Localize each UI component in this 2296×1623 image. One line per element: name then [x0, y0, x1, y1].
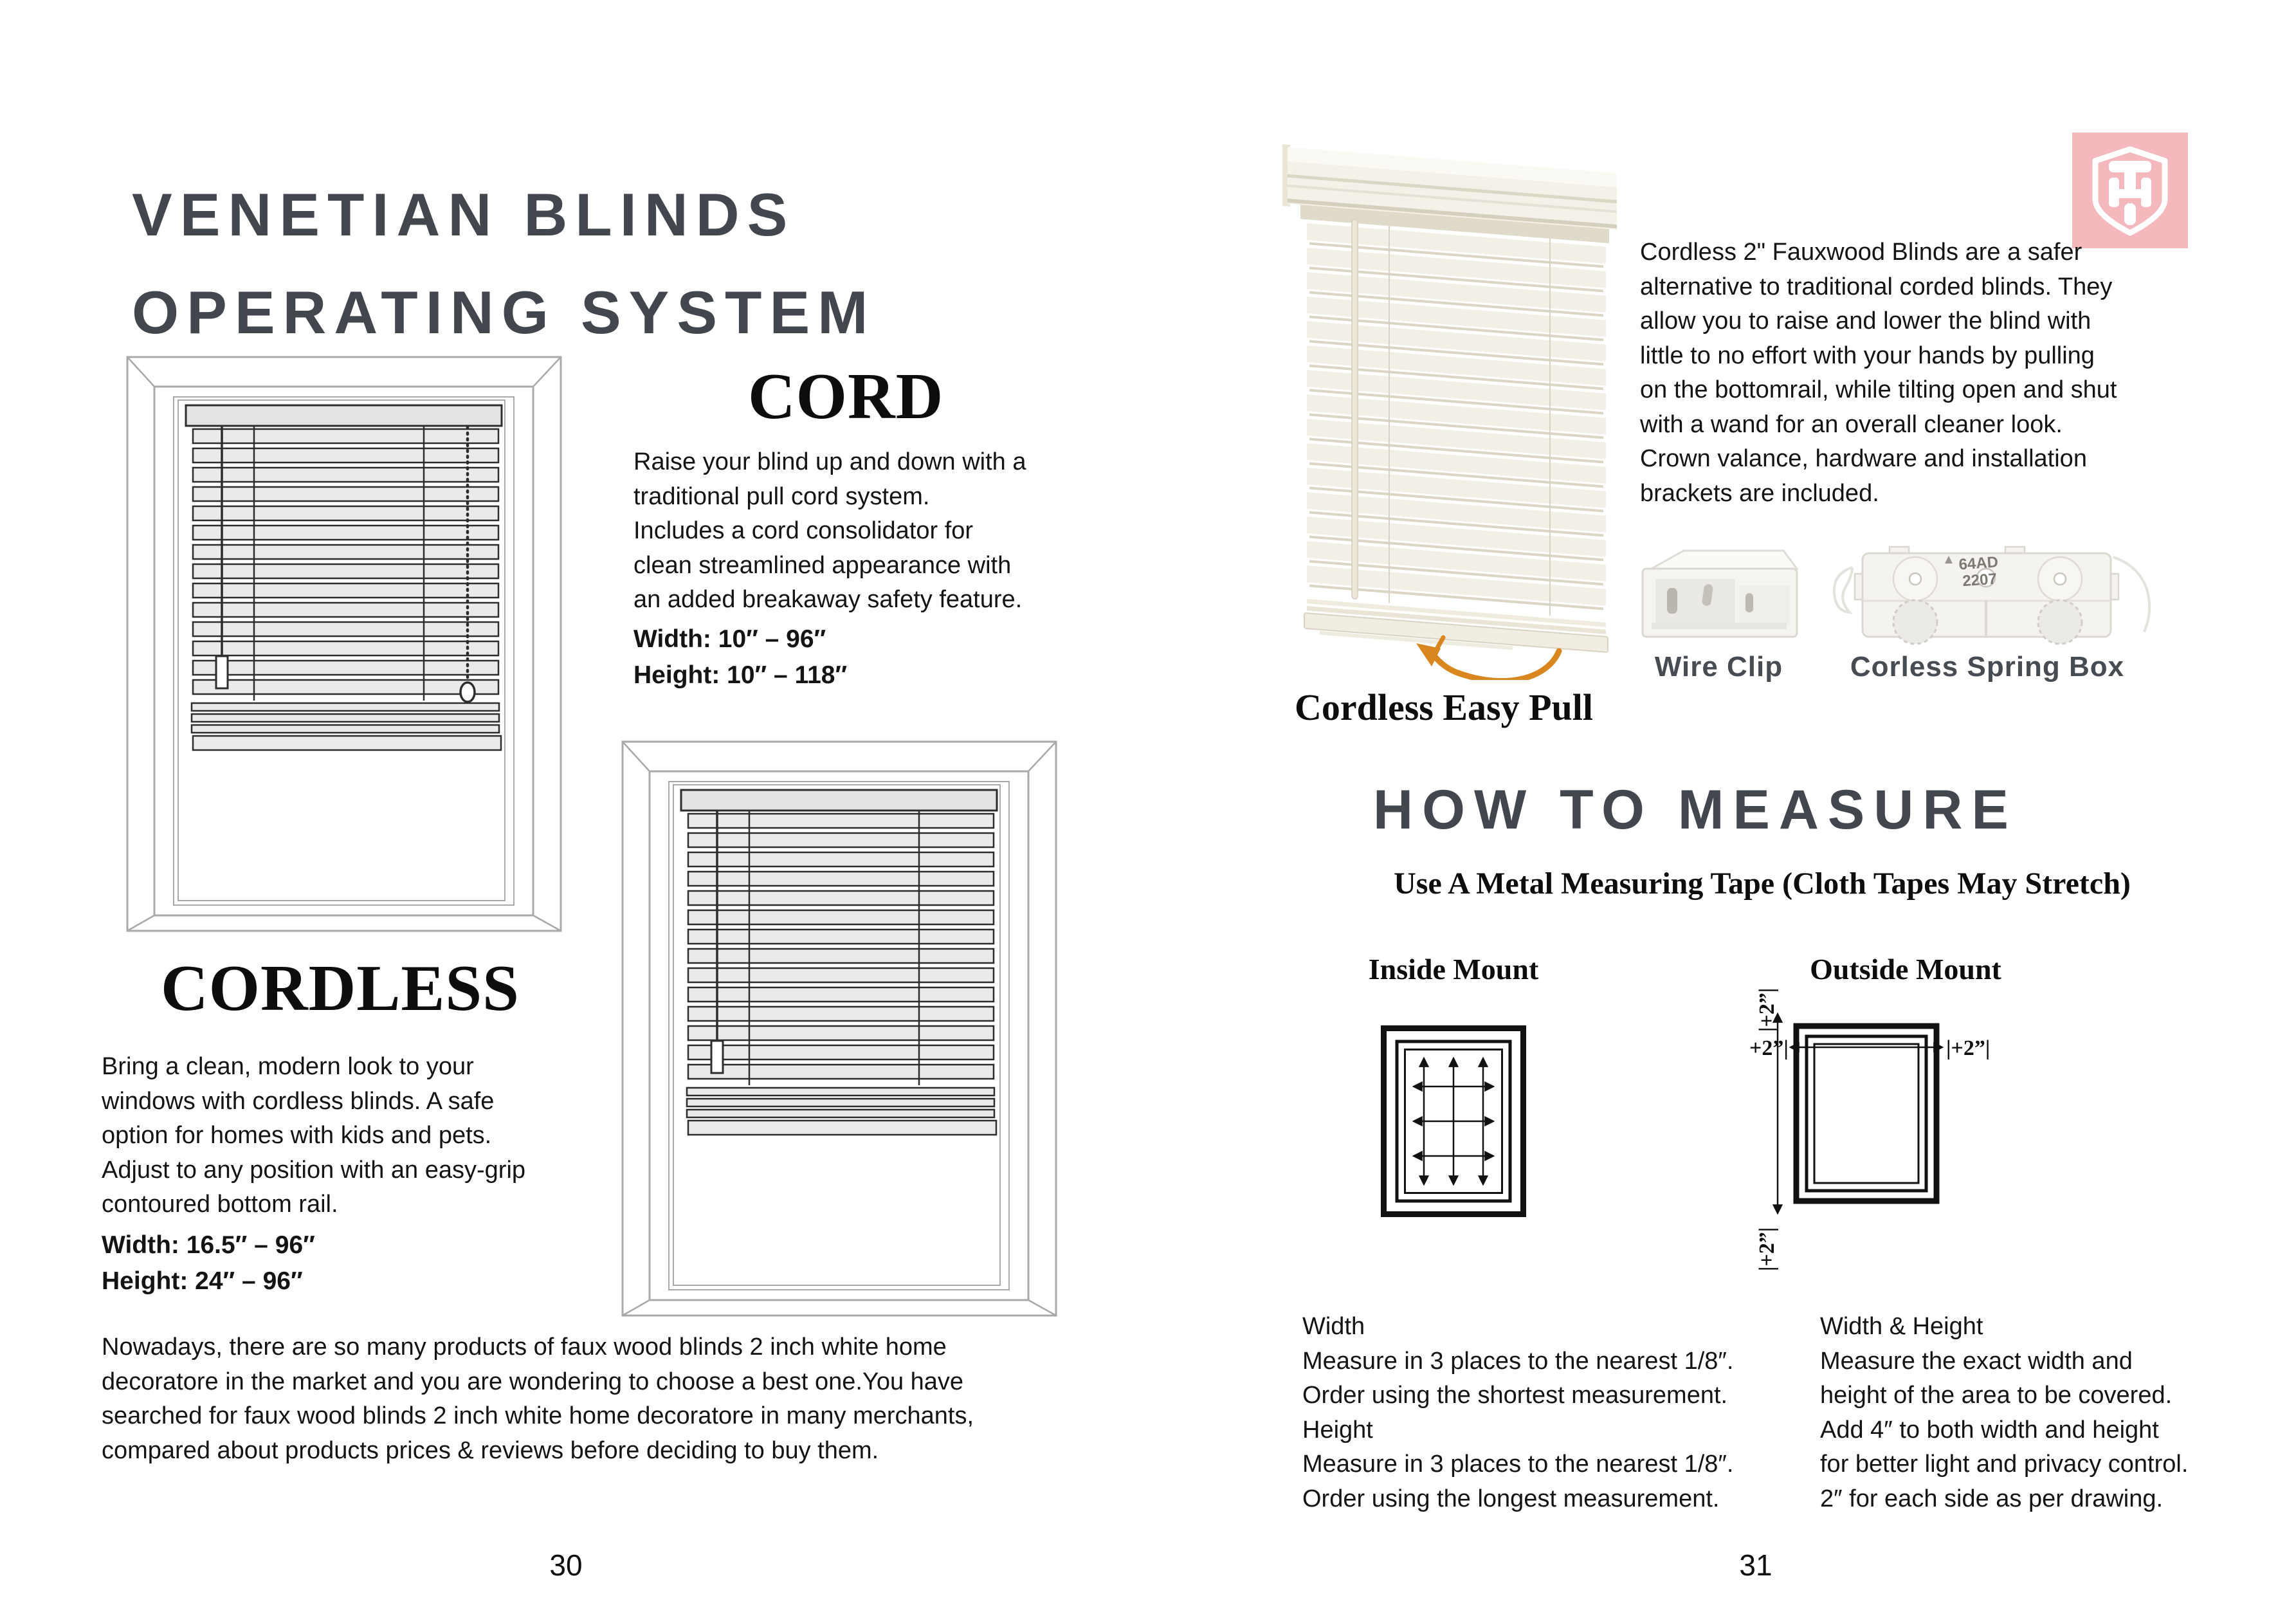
- text-line: Order using the longest measurement.: [1302, 1485, 1720, 1512]
- window-frame: [1796, 1026, 1936, 1201]
- outside-mount-instructions: [1820, 1310, 2188, 1516]
- bottom-stack: [687, 1088, 996, 1135]
- cord-heading: CORD: [748, 360, 944, 433]
- footer-paragraph: [102, 1330, 974, 1468]
- cord-description: [633, 445, 1026, 618]
- inside-mount-diagram: [1381, 1025, 1526, 1217]
- text-line: decoratore in the market and you are wondering to choose a best one.You have: [102, 1368, 964, 1395]
- text-line: windows with cordless blinds. A safe: [102, 1087, 495, 1115]
- spring-box-photo: [1812, 535, 2163, 650]
- text-line: Measure in 3 places to the nearest 1/8″.: [1302, 1451, 1734, 1478]
- photo-caption: Cordless Easy Pull: [1294, 686, 1594, 728]
- text-line: allow you to raise and lower the blind with: [1640, 307, 2091, 335]
- stamp-line1: 64AD: [1958, 553, 1999, 574]
- text-line: alternative to traditional corded blinds. They: [1640, 273, 2113, 300]
- text-line: Includes a cord consolidator for: [633, 517, 974, 544]
- stamp-line2: 2207: [1962, 570, 1998, 591]
- outside-mount-diagram: [1748, 978, 2147, 1280]
- how-to-measure-heading: HOW TO MEASURE: [1373, 779, 2018, 841]
- text-line: height of the area to be covered.: [1820, 1382, 2173, 1409]
- text-line: option for homes with kids and pets.: [102, 1122, 492, 1149]
- shield-logo-icon: [2072, 133, 2188, 248]
- text-line: little to no effort with your hands by pulling: [1640, 342, 2095, 369]
- cord-left: [1834, 567, 1852, 612]
- text-line: searched for faux wood blinds 2 inch white home decoratore in many merchants,: [102, 1402, 974, 1429]
- text-line: Height: [1302, 1416, 1373, 1444]
- bottom-rail: [1304, 599, 1608, 657]
- wire-clip-label: Wire Clip: [1654, 651, 1783, 683]
- spring-box-label: Corless Spring Box: [1850, 651, 2125, 683]
- plus2-bottom-label: |+2”|: [1755, 1227, 1779, 1271]
- text-line: Add 4″ to both width and height: [1820, 1416, 2159, 1444]
- cordless-heading: CORDLESS: [161, 952, 520, 1025]
- text-line: contoured bottom rail.: [102, 1191, 338, 1218]
- intro-paragraph: [1640, 235, 2117, 511]
- headrail: [186, 405, 502, 426]
- text-line: Adjust to any position with an easy-grip: [102, 1156, 526, 1184]
- slats: [193, 429, 498, 694]
- page-title-line1: VENETIAN BLINDS: [132, 181, 796, 248]
- cordless-height-spec: Height: 24″ – 96″: [102, 1267, 303, 1295]
- text-line: Bring a clean, modern look to your: [102, 1053, 474, 1080]
- text-line: with a wand for an overall cleaner look.: [1640, 410, 2063, 438]
- page-number-left: 30: [549, 1548, 583, 1582]
- measure-arrows: [1414, 1058, 1493, 1184]
- slats: [688, 814, 994, 1079]
- text-line: 2″ for each side as per drawing.: [1820, 1485, 2164, 1512]
- plus2-right-label: |+2”|: [1946, 1036, 1991, 1060]
- page-title: [132, 166, 875, 362]
- text-line: Nowadays, there are so many products of faux wood blinds 2 inch white home: [102, 1334, 947, 1361]
- cord-blind-illustration: [125, 355, 563, 933]
- text-line: Crown valance, hardware and installation: [1640, 445, 2087, 472]
- cordless-blind-photo: [1281, 136, 1641, 680]
- bottom-stack: [192, 703, 501, 750]
- text-line: Width: [1302, 1313, 1365, 1340]
- plus2-labels: [1749, 988, 1990, 1271]
- tilt-wand: [1352, 219, 1358, 600]
- inside-mount-title: Inside Mount: [1368, 953, 1539, 986]
- text-line: for better light and privacy control.: [1820, 1451, 2189, 1478]
- cord-height-spec: Height: 10″ – 118″: [633, 661, 848, 689]
- wire-clip-photo: [1639, 547, 1801, 642]
- cordless-blind-illustration: [621, 740, 1058, 1317]
- cord-width-spec: Width: 10″ – 96″: [633, 625, 826, 653]
- text-line: compared about products prices & reviews before deciding to buy them.: [102, 1436, 879, 1464]
- plus2-left-label: +2”|: [1749, 1036, 1789, 1060]
- text-line: an added breakaway safety feature.: [633, 586, 1023, 613]
- plus2-top-label: |+2”|: [1755, 987, 1779, 1032]
- page-title-line2: OPERATING SYSTEM: [132, 279, 876, 346]
- text-line: Order using the shortest measurement.: [1302, 1382, 1728, 1409]
- text-line: traditional pull cord system.: [633, 482, 930, 510]
- text-line: on the bottomrail, while tilting open and shut: [1640, 376, 2117, 403]
- measuring-tape-subheading: Use A Metal Measuring Tape (Cloth Tapes May Stretch): [1394, 867, 2131, 901]
- text-line: clean streamlined appearance with: [633, 551, 1012, 579]
- cordless-description: [102, 1050, 525, 1222]
- text-line: Measure in 3 places to the nearest 1/8″.: [1302, 1347, 1734, 1375]
- text-line: Measure the exact width and: [1820, 1347, 2133, 1375]
- text-line: Cordless 2" Fauxwood Blinds are a safer: [1640, 239, 2082, 266]
- text-line: brackets are included.: [1640, 479, 1879, 507]
- inside-mount-instructions: [1302, 1310, 1733, 1516]
- outside-mount-title: Outside Mount: [1810, 953, 2001, 986]
- cordless-width-spec: Width: 16.5″ – 96″: [102, 1231, 315, 1259]
- headrail: [681, 790, 997, 811]
- text-line: Raise your blind up and down with a: [633, 448, 1026, 475]
- blind-body: [1282, 144, 1617, 658]
- text-line: Width & Height: [1820, 1313, 1983, 1340]
- stamp-text: [1958, 553, 2000, 590]
- page-number-right: 31: [1739, 1548, 1772, 1582]
